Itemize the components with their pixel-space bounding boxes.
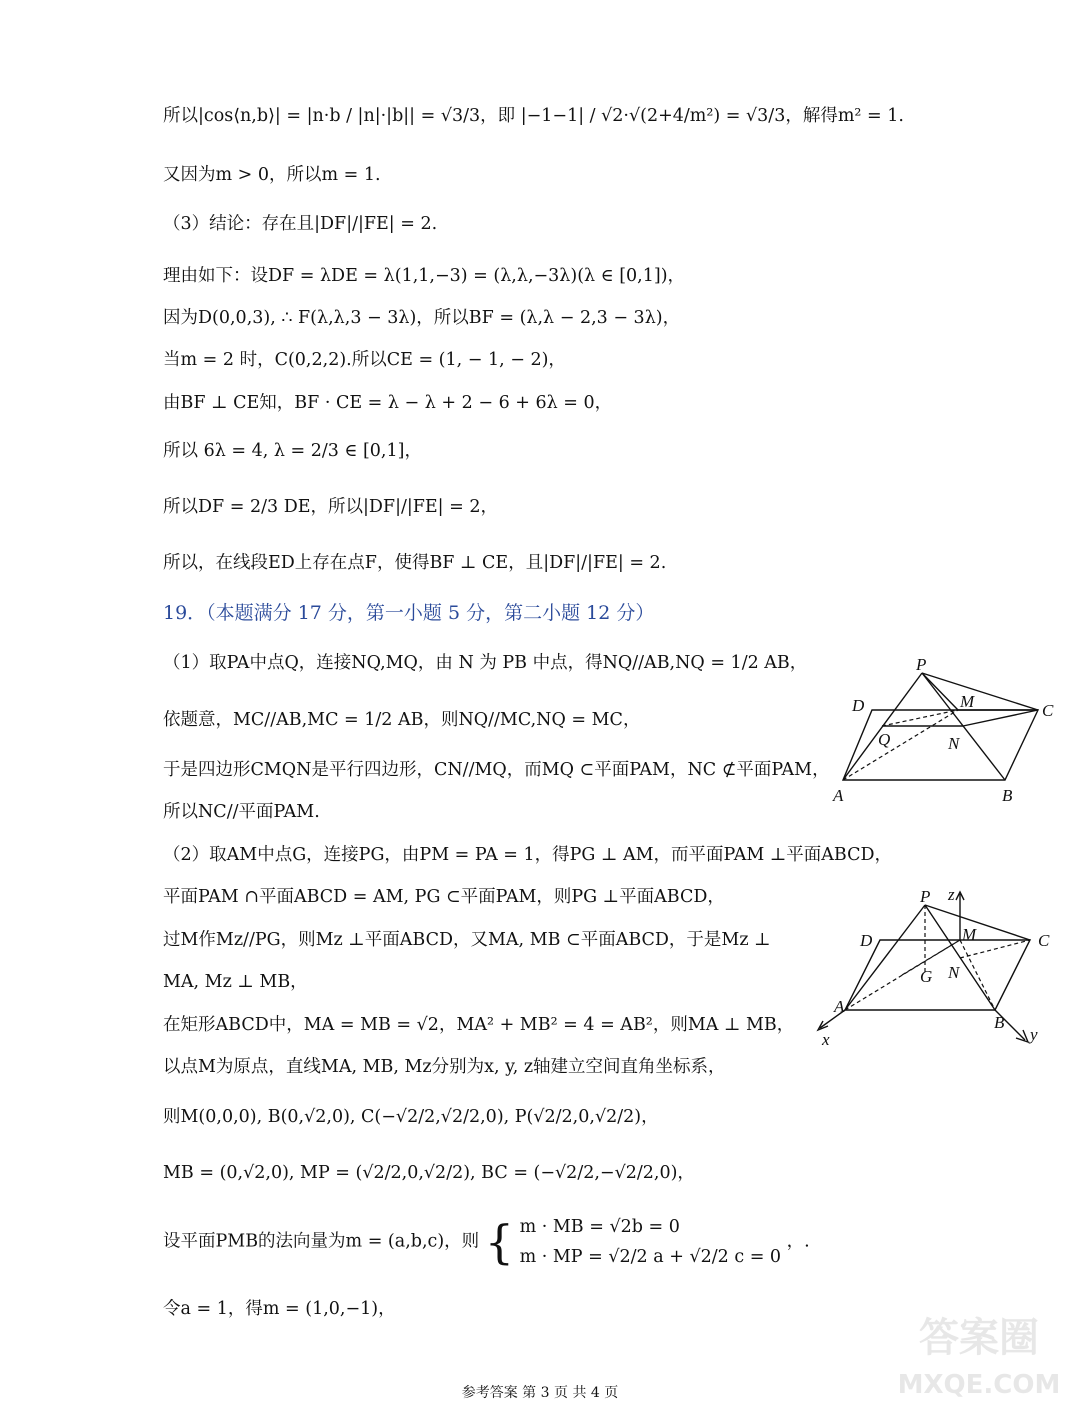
page-footer: 参考答案 第 3 页 共 4 页 [461, 1385, 619, 1401]
figure1-label-a: A [833, 786, 844, 805]
figure2-label-m: M [962, 925, 977, 944]
figure2-label-p: P [920, 887, 931, 906]
text-line-normal-vector [163, 1212, 810, 1272]
figure1-label-n: N [948, 734, 960, 753]
equation-2: m · MP = √2/2 a + √2/2 c = 0 [519, 1247, 782, 1267]
figure-2-coordinate-system [810, 880, 1070, 1050]
figure2-label-b: B [994, 1013, 1005, 1032]
figure2-label-x: x [822, 1030, 830, 1049]
text-line-ratio: 所以DF = 2/3 DE，所以|DF|/|FE| = 2， [163, 497, 498, 517]
figure2-label-g: G [920, 967, 933, 986]
normal-vector-tail: ，. [786, 1231, 810, 1252]
text-line-part2-f: 以点M为原点，直线MA, MB, Mz分别为x, y, z轴建立空间直角坐标系， [163, 1057, 726, 1077]
text-line-part1-a: （1）取PA中点Q，连接NQ,MQ，由 N 为 PB 中点，得NQ//AB,NQ = 1/2 AB， [163, 653, 808, 673]
text-line-point-f: 因为D(0,0,3), ∴ F(λ,λ,3 − 3λ)，所以BF = (λ,λ − 2,3 − 3λ)， [163, 308, 681, 328]
text-line-vectors: MB = (0,√2,0), MP = (√2/2,0,√2/2), BC = (−√2/2,−√2/2,0)， [163, 1163, 695, 1183]
watermark-top-text: 答案圈 [919, 1315, 1039, 1361]
text-line-part2-b: 平面PAM ∩平面ABCD = AM, PG ⊂平面PAM，则PG ⊥平面ABCD， [163, 887, 725, 907]
text-line-vector-ce: 当m = 2 时，C(0,2,2).所以CE = (1, − 1, − 2)， [163, 350, 566, 370]
text-line-part2-d: MA, Mz ⊥ MB， [163, 972, 308, 992]
equation-system [520, 1212, 781, 1272]
equation-1: m · MB = √2b = 0 [519, 1217, 680, 1237]
figure2-label-d: D [860, 931, 873, 950]
question-19-heading: 19．（本题满分 17 分，第一小题 5 分，第二小题 12 分） [163, 602, 655, 624]
text-line-m-positive: 又因为m > 0，所以m = 1. [163, 165, 381, 185]
system-brace: { [484, 1215, 515, 1269]
figure1-label-c: C [1042, 701, 1054, 720]
text-line-part1-d: 所以NC//平面PAM. [163, 802, 320, 822]
figure1-label-p: P [916, 655, 927, 674]
figure2-base-abcd [845, 940, 1030, 1010]
figure2-label-y: y [1030, 1025, 1038, 1044]
figure1-label-b: B [1002, 786, 1013, 805]
text-line-part2-a: （2）取AM中点G，连接PG，由PM = PA = 1，得PG ⊥ AM，而平面PAM ⊥平面ABCD， [163, 845, 893, 865]
text-line-coordinates: 则M(0,0,0), B(0,√2,0), C(−√2/2,√2/2,0), P(√2/2,0,√2/2)， [163, 1107, 659, 1127]
figure2-label-n: N [948, 963, 960, 982]
figure1-label-m: M [960, 692, 975, 711]
text-line-part2-e: 在矩形ABCD中，MA = MB = √2，MA² + MB² = 4 = AB²，则MA ⊥ MB， [163, 1015, 795, 1035]
normal-vector-intro: 设平面PMB的法向量为m = (a,b,c)，则 [163, 1231, 480, 1252]
text-line-conclusion: （3）结论：存在且|DF|/|FE| = 2. [163, 214, 438, 234]
text-line-dot-product: 由BF ⊥ CE知，BF · CE = λ − λ + 2 − 6 + 6λ = 0， [163, 393, 613, 413]
text-line-cos: 所以|cos⟨n,b⟩| = |n·b / |n|·|b|| = √3/3，即 |−1−1| / √2·√(2+4/m²) = √3/3，解得m² = 1. [163, 106, 904, 126]
text-line-exists-f: 所以，在线段ED上存在点F，使得BF ⊥ CE，且|DF|/|FE| = 2. [163, 553, 667, 573]
figure1-label-d: D [852, 696, 865, 715]
figure2-label-z: z [948, 885, 955, 904]
figure1-label-q: Q [878, 730, 891, 749]
text-line-normal-result: 令a = 1，得m = (1,0,−1)， [163, 1299, 396, 1319]
text-line-part1-c: 于是四边形CMQN是平行四边形，CN//MQ，而MQ ⊂平面PAM，NC ⊄平面PAM， [163, 760, 830, 780]
figure2-label-a: A [834, 997, 845, 1016]
text-line-part1-b: 依题意，MC//AB,MC = 1/2 AB，则NQ//MC,NQ = MC， [163, 710, 641, 730]
text-line-lambda: 所以 6λ = 4, λ = 2/3 ∈ [0,1]， [163, 441, 422, 461]
text-line-part2-c: 过M作Mz//PG，则Mz ⊥平面ABCD，又MA, MB ⊂平面ABCD，于是Mz ⊥ [163, 930, 771, 950]
watermark-bottom-text: MXQE.COM [897, 1370, 1061, 1400]
figure2-label-c: C [1038, 931, 1050, 950]
text-line-reason: 理由如下：设DF = λDE = λ(1,1,−3) = (λ,λ,−3λ)(λ ∈ [0,1])， [163, 266, 686, 286]
figure-1-pyramid [830, 655, 1070, 805]
